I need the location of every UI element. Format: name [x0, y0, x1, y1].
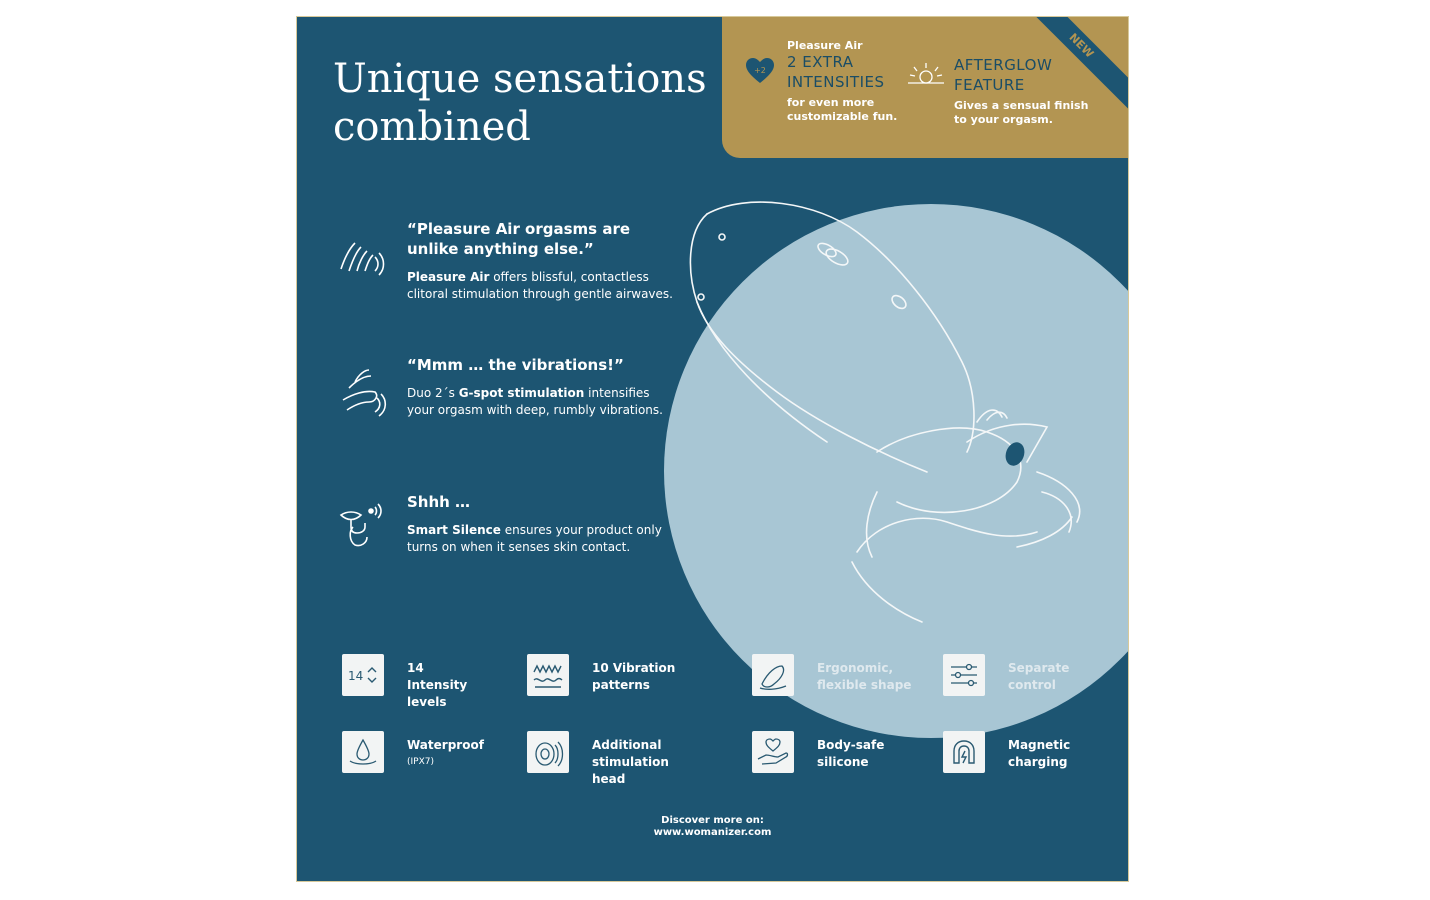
hand-heart-icon — [752, 731, 794, 773]
spec-ergonomic-shape — [752, 654, 952, 704]
feature-text: Duo 2´s G-spot stimulation intensifies your orgasm with deep, rumbly vibrations. — [407, 386, 663, 417]
afterglow-feature — [954, 55, 1094, 127]
spec-note: (IPX7) — [407, 757, 434, 767]
vibration-hand-icon — [335, 362, 391, 418]
new-ribbon: NEW — [1013, 17, 1128, 114]
stimulation-head-icon — [527, 731, 569, 773]
spec-label: Magnetic charging — [1008, 738, 1071, 769]
footer — [297, 815, 1128, 839]
banner-kicker: Pleasure Air — [787, 39, 863, 52]
sliders-icon — [943, 654, 985, 696]
feature-text: Smart Silence ensures your product only turns on when it senses skin contact. — [407, 523, 662, 554]
feature-heading: “Mmm … the vibrations!” — [407, 356, 624, 374]
feature-heading: “Pleasure Air orgasms are unlike anything else.” — [407, 220, 631, 258]
product-panel — [297, 17, 1128, 881]
feature-text: Pleasure Air offers blissful, contactless clitoral stimulation through gentle airwaves. — [407, 270, 673, 301]
spec-label: 14 Intensity levels — [407, 661, 468, 709]
water-drop-icon — [342, 731, 384, 773]
feature-vibrations — [407, 355, 677, 419]
extra-intensities-feature — [787, 39, 907, 124]
wave-pattern-icon — [527, 654, 569, 696]
svg-text:+2: +2 — [754, 66, 766, 75]
product-illustration — [677, 192, 1097, 632]
spec-label: Ergonomic, flexible shape — [817, 661, 912, 692]
banner-left-heading: 2 EXTRA INTENSITIES — [787, 53, 885, 91]
new-features-banner — [722, 17, 1128, 158]
banner-right-text: Gives a sensual finish to your orgasm. — [954, 99, 1089, 126]
spec-label: Additional stimulation head — [592, 738, 669, 786]
afterglow-icon — [908, 61, 944, 89]
heart-plus-icon — [745, 57, 775, 85]
feature-smart-silence — [407, 492, 677, 556]
spec-additional-head — [527, 731, 727, 786]
spec-vibration-patterns — [527, 654, 727, 704]
spec-waterproof — [342, 731, 542, 781]
svg-text:14: 14 — [348, 669, 364, 683]
intensity-icon — [342, 654, 384, 696]
spec-label: 10 Vibration patterns — [592, 661, 676, 692]
footer-line: Discover more on: — [661, 815, 764, 826]
spec-label: Body-safe silicone — [817, 738, 885, 769]
airwave-hand-icon — [335, 227, 391, 283]
flexible-shape-icon — [752, 654, 794, 696]
spec-label: Separate control — [1008, 661, 1070, 692]
page-title: Unique sensations combined — [333, 56, 707, 150]
spec-label: Waterproof (IPX7) — [407, 737, 497, 771]
smart-silence-icon — [335, 497, 391, 553]
banner-right-heading: AFTERGLOW FEATURE — [954, 56, 1053, 94]
banner-left-text: for even more customizable fun. — [787, 96, 898, 123]
spec-intensity-levels — [342, 654, 542, 709]
spec-body-safe-silicone — [752, 731, 952, 781]
feature-pleasure-air — [407, 219, 677, 303]
magnet-icon — [943, 731, 985, 773]
spec-magnetic-charging — [943, 731, 1128, 781]
website-link[interactable]: www.womanizer.com — [653, 827, 772, 838]
spec-separate-control — [943, 654, 1128, 704]
feature-heading: Shhh … — [407, 493, 471, 511]
